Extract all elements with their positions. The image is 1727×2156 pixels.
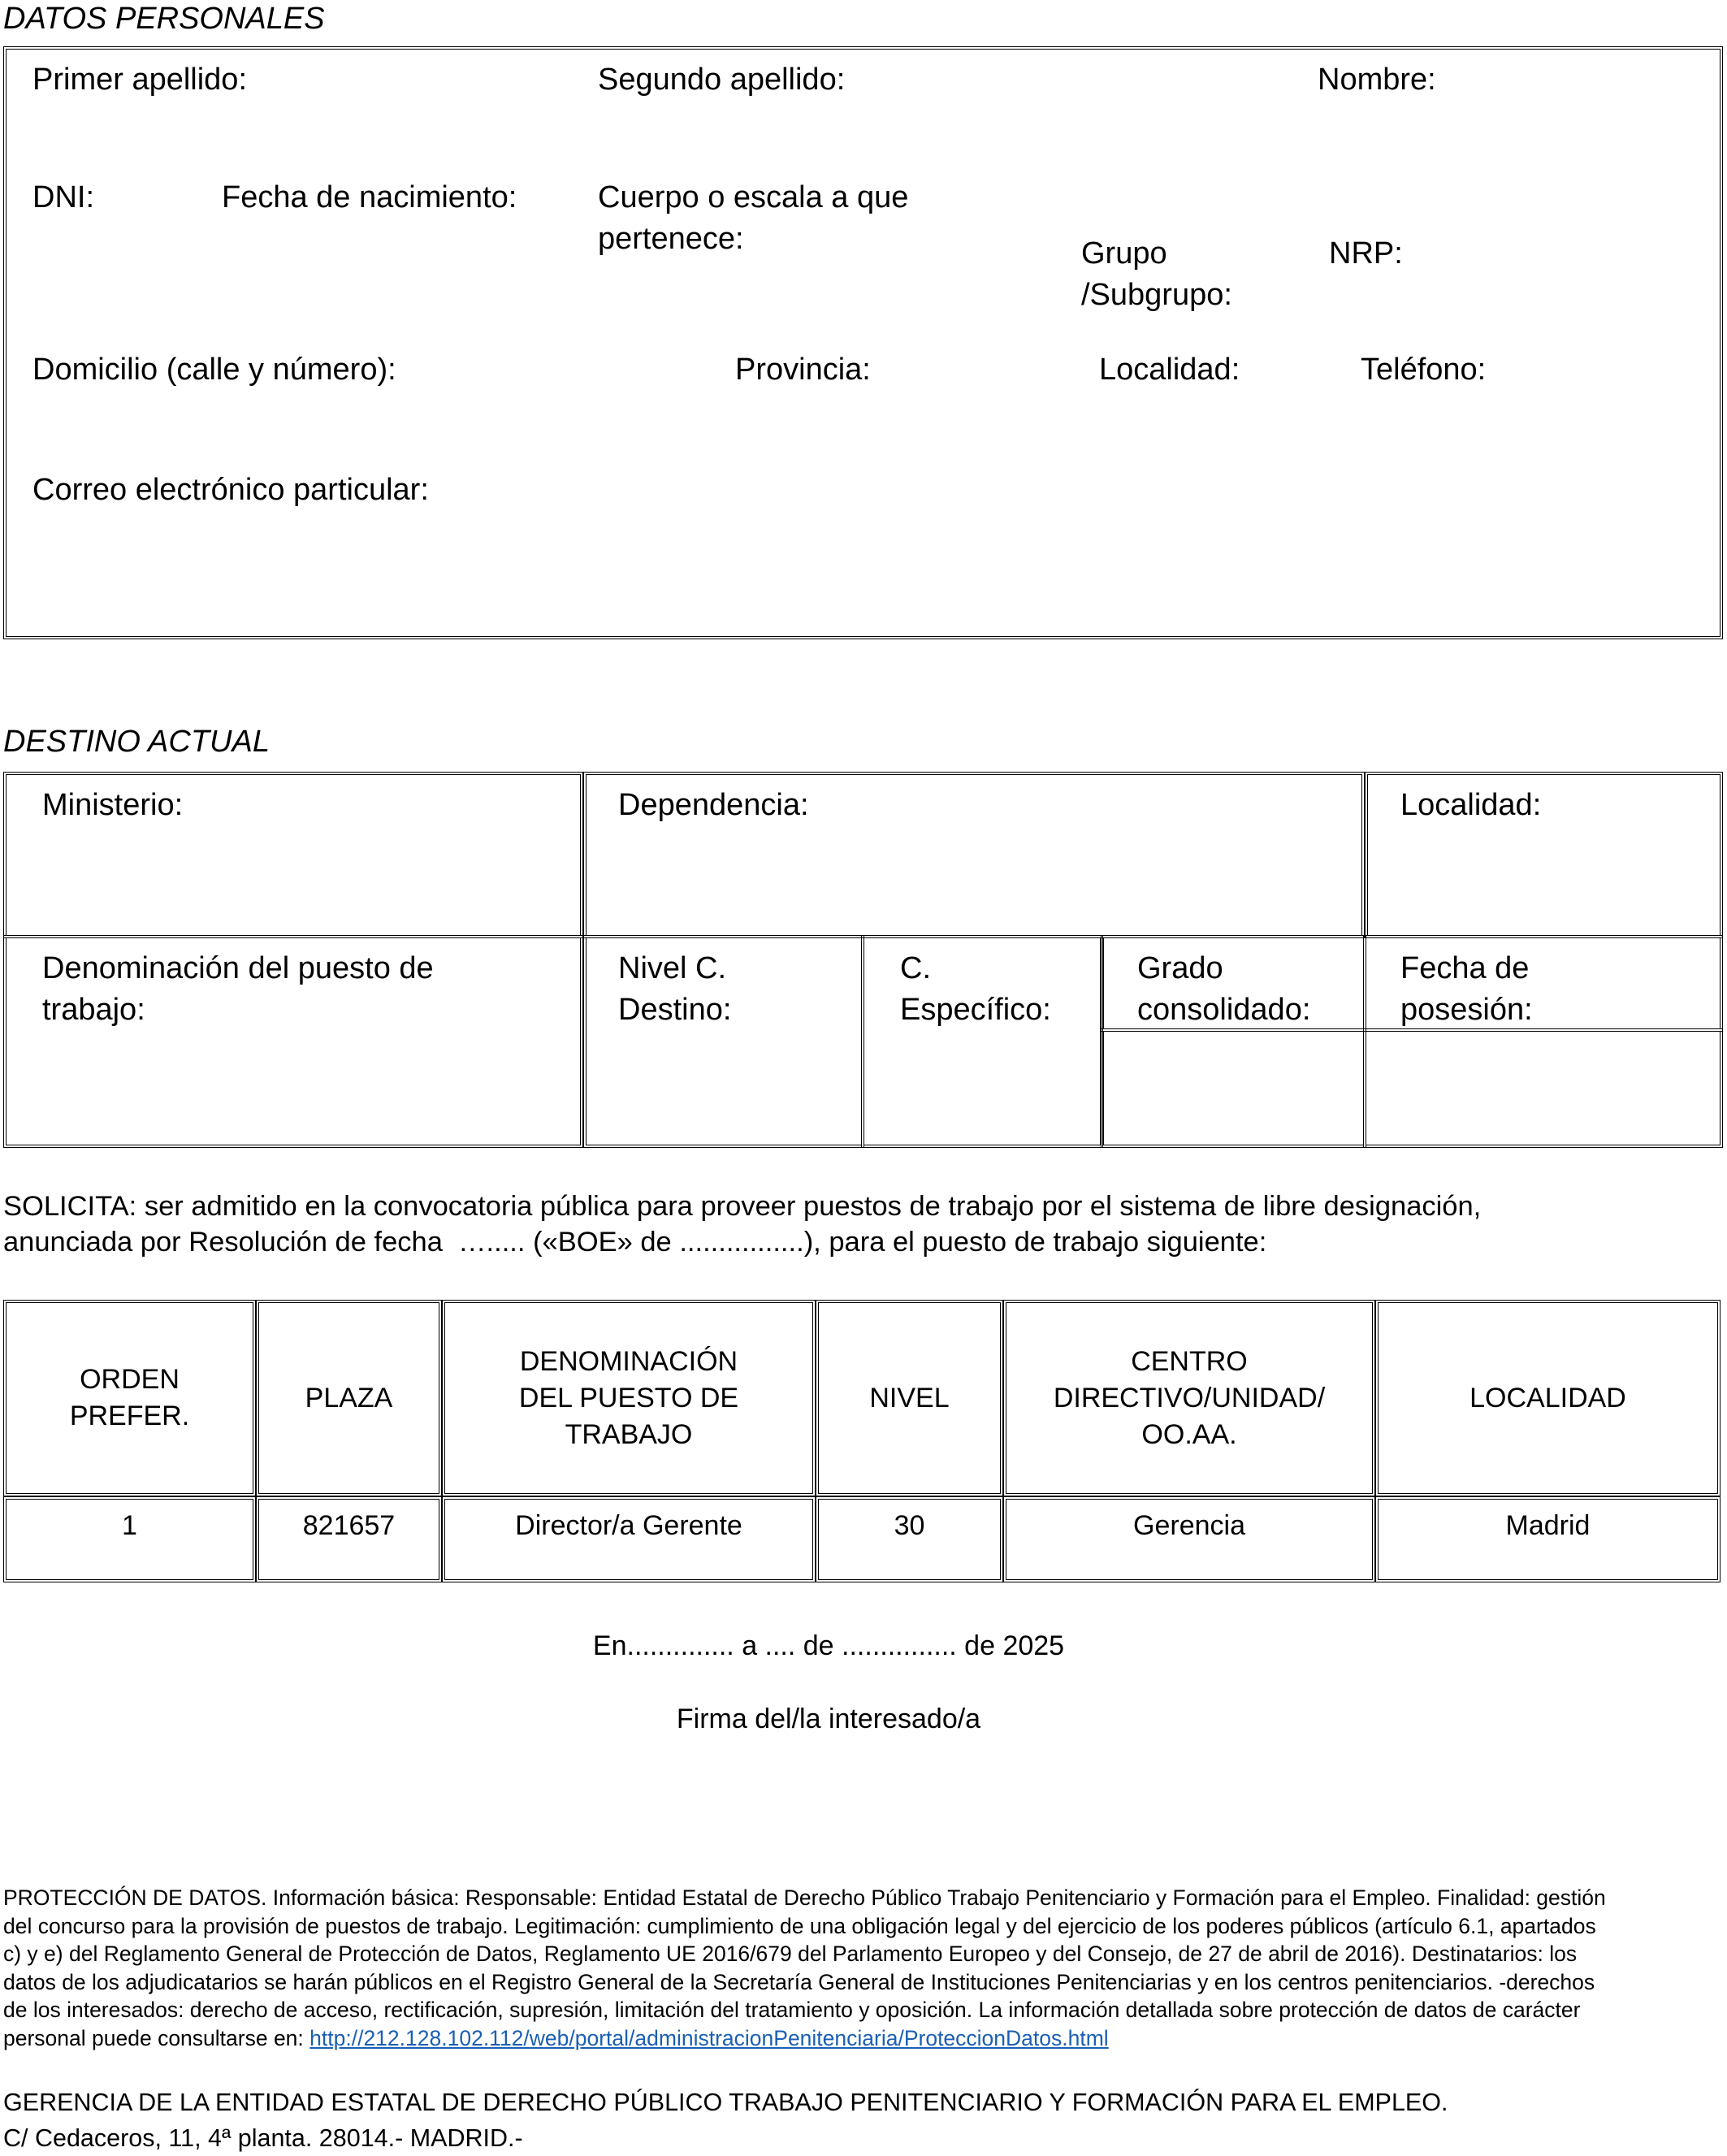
table-cell-text: Gerencia	[1133, 1510, 1245, 1541]
table-cell	[816, 1496, 1003, 1582]
solicita-paragraph	[3, 1188, 1481, 1260]
proteccion-line1: PROTECCIÓN DE DATOS. Información básica: Responsable: Entidad Estatal de Derecho Público Trabajo Penitenciario y Formación para el Empleo. Finalidad: gestión	[3, 1885, 1606, 1910]
label-grupo-line2: /Subgrupo:	[1081, 278, 1232, 312]
label-localidad-destino: Localidad:	[1400, 788, 1542, 822]
label-provincia: Provincia:	[735, 353, 871, 387]
firma-label: Firma del/la interesado/a	[676, 1704, 981, 1734]
table-header-cell	[1003, 1300, 1375, 1496]
label-segundo-apellido: Segundo apellido:	[598, 63, 846, 97]
cell-nivel-destino	[583, 935, 864, 1148]
label-primer-apellido: Primer apellido:	[32, 63, 247, 97]
table-cell-text: Director/a Gerente	[515, 1510, 742, 1541]
proteccion-datos	[3, 1884, 1724, 2052]
proteccion-line6-prefix: personal puede consultarse en:	[3, 2025, 310, 2050]
table-cell	[442, 1496, 816, 1582]
label-especifico-line2: Específico:	[900, 993, 1051, 1027]
table-header-line: DENOMINACIÓN	[519, 1345, 738, 1377]
table-header-line: NIVEL	[869, 1382, 950, 1414]
table-header-line: PLAZA	[305, 1382, 393, 1414]
cell-grado-value	[1101, 1028, 1366, 1148]
solicita-line1: SOLICITA: ser admitido en la convocatoria pública para proveer puestos de trabajo por el sistema de libre designación,	[3, 1191, 1482, 1222]
label-grado-line2: consolidado:	[1137, 993, 1311, 1027]
table-cell-text: 1	[122, 1510, 137, 1541]
proteccion-line3: c) y e) del Reglamento General de Protección de Datos, Reglamento UE 2016/679 del Parlamento Europeo y del Consejo, de 27 de abril de 2016). Destinatarios: los	[3, 1942, 1578, 1966]
label-denominacion-line2: trabajo:	[42, 993, 145, 1027]
table-header-text	[869, 1380, 949, 1417]
cell-grado	[1101, 935, 1366, 1032]
label-grado	[1137, 948, 1310, 1031]
cell-dependencia	[583, 772, 1365, 938]
label-fecha-line1: Fecha de	[1400, 951, 1530, 985]
table-cell	[1375, 1496, 1721, 1582]
proteccion-line4: datos de los adjudicatarios se harán públicos en el Registro General de la Secretaría General de Instituciones Penitenciarias y en los centros penitenciarios. -derechos	[3, 1969, 1595, 1994]
label-correo: Correo electrónico particular:	[32, 473, 429, 507]
label-domicilio: Domicilio (calle y número):	[32, 353, 396, 387]
table-header-line: CENTRO	[1131, 1345, 1248, 1377]
table-header-line: ORDEN	[80, 1364, 180, 1395]
table-header-cell	[3, 1300, 256, 1496]
footer-line1: GERENCIA DE LA ENTIDAD ESTATAL DE DERECHO PÚBLICO TRABAJO PENITENCIARIO Y FORMACIÓN PARA EL EMPLEO.	[3, 2089, 1448, 2116]
label-nivel-destino	[618, 948, 731, 1031]
label-localidad: Localidad:	[1099, 353, 1240, 387]
label-dependencia: Dependencia:	[618, 788, 809, 822]
label-nivel-line1: Nivel C.	[618, 951, 727, 985]
solicita-line2: anunciada por Resolución de fecha …..... («BOE» de ................), para el puesto de trabajo siguiente:	[3, 1227, 1267, 1258]
label-grupo-subgrupo	[1081, 233, 1232, 316]
table-header-line: DEL PUESTO DE	[518, 1382, 739, 1414]
label-dni: DNI:	[32, 180, 94, 214]
label-cuerpo-line2: pertenece:	[598, 222, 744, 256]
table-header-cell	[816, 1300, 1003, 1496]
label-grupo-line1: Grupo	[1081, 236, 1167, 271]
table-cell	[3, 1496, 256, 1582]
label-cuerpo-line1: Cuerpo o escala a que	[598, 180, 909, 214]
table-header-cell	[1375, 1300, 1721, 1496]
fecha-firma-line: En.............. a .... de ............... de 2025	[592, 1630, 1065, 1661]
label-cuerpo-escala	[598, 177, 908, 260]
label-fecha-line2: posesión:	[1400, 993, 1533, 1027]
table-header-line: TRABAJO	[565, 1418, 693, 1450]
datos-personales-box	[3, 46, 1723, 639]
footer-line2: C/ Cedaceros, 11, 4ª planta. 28014.- MADRID.-	[3, 2124, 523, 2152]
proteccion-line5: de los interesados: derecho de acceso, rectificación, supresión, limitación del tratamiento y oposición. La información detallada sobre protección de datos de carácter	[3, 1998, 1581, 2022]
label-nombre: Nombre:	[1318, 63, 1436, 97]
cell-denominacion	[3, 935, 583, 1148]
label-grado-line1: Grado	[1137, 951, 1223, 985]
label-denominacion-line1: Denominación del puesto de	[42, 951, 434, 985]
label-fecha-posesion	[1400, 948, 1533, 1031]
label-nrp: NRP:	[1329, 236, 1403, 271]
proteccion-datos-link[interactable]: http://212.128.102.112/web/portal/administracionPenitenciaria/ProteccionDatos.html	[309, 2025, 1109, 2050]
label-nivel-line2: Destino:	[618, 993, 732, 1027]
table-header-line: PREFER.	[69, 1401, 190, 1431]
table-header-text	[1469, 1380, 1626, 1417]
label-fecha-nacimiento: Fecha de nacimiento:	[222, 180, 517, 214]
section-title-datos-personales: DATOS PERSONALES	[3, 2, 325, 36]
cell-ministerio	[3, 772, 583, 938]
table-header-text	[1054, 1344, 1325, 1453]
label-especifico	[900, 948, 1051, 1031]
label-denominacion	[42, 948, 434, 1031]
table-header-line: LOCALIDAD	[1469, 1382, 1626, 1414]
label-telefono: Teléfono:	[1361, 353, 1487, 387]
table-header-text	[519, 1344, 738, 1453]
table-header-cell	[442, 1300, 816, 1496]
table-header-text	[305, 1380, 393, 1417]
table-header-line: DIRECTIVO/UNIDAD/	[1053, 1382, 1326, 1414]
table-cell	[1003, 1496, 1375, 1582]
cell-localidad-destino	[1365, 772, 1723, 938]
cell-fecha-value	[1363, 1028, 1723, 1148]
cell-especifico	[861, 935, 1103, 1148]
label-especifico-line1: C.	[900, 951, 931, 985]
table-cell	[256, 1496, 442, 1582]
proteccion-line6	[3, 2024, 1724, 2053]
section-title-destino-actual: DESTINO ACTUAL	[3, 725, 270, 759]
table-cell-text: 30	[894, 1510, 925, 1541]
cell-fecha-posesion	[1363, 935, 1723, 1032]
footer-address	[3, 2085, 1448, 2156]
table-header-cell	[256, 1300, 442, 1496]
proteccion-line2: del concurso para la provisión de puestos de trabajo. Legitimación: cumplimiento de una obligación legal y del ejercicio de los poderes públicos (artículo 6.1, apartados	[3, 1913, 1596, 1938]
table-cell-text: 821657	[302, 1510, 396, 1541]
label-ministerio: Ministerio:	[42, 788, 184, 822]
table-header-line: OO.AA.	[1141, 1418, 1237, 1450]
table-cell-text: Madrid	[1505, 1510, 1591, 1541]
table-header-text	[70, 1362, 189, 1435]
